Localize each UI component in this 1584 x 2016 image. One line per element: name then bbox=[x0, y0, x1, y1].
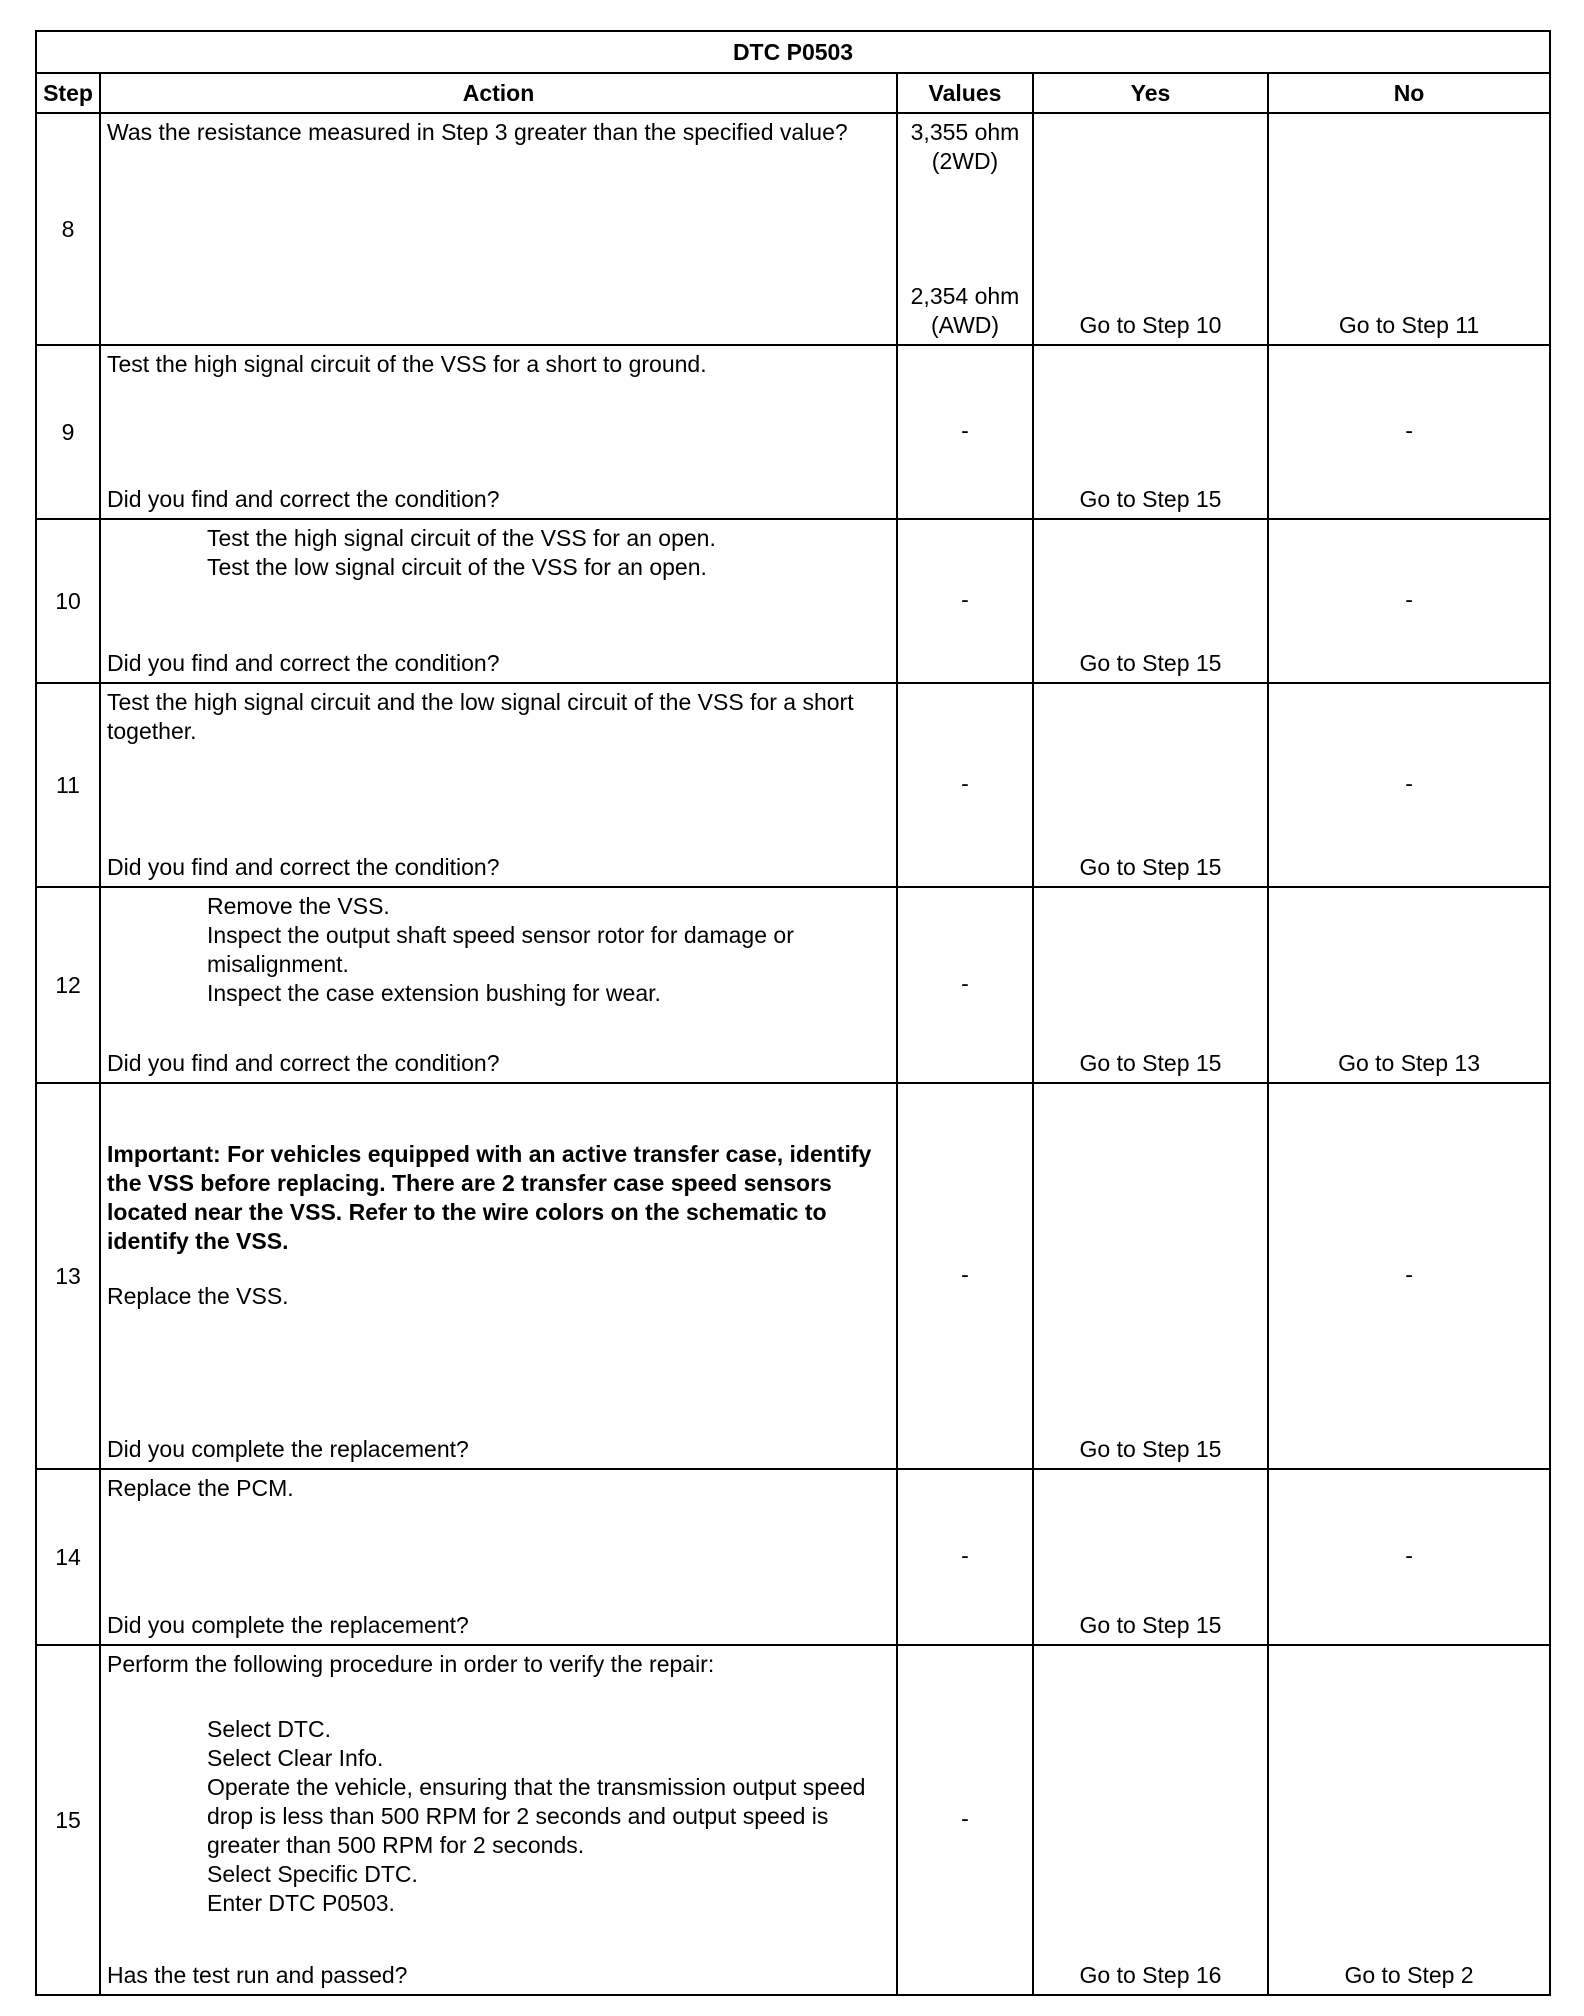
values-cell bbox=[897, 113, 1033, 345]
action-bullet: Remove the VSS. bbox=[207, 893, 390, 919]
yes-text: Go to Step 10 bbox=[1079, 312, 1222, 338]
yes-cell bbox=[1033, 1469, 1268, 1645]
header-values: Values bbox=[897, 73, 1033, 113]
step-number: 13 bbox=[36, 1083, 100, 1469]
yes-text: Go to Step 15 bbox=[1079, 1612, 1222, 1638]
action-cell bbox=[100, 1469, 897, 1645]
table-row-step-12 bbox=[36, 887, 1550, 1083]
action-cell bbox=[100, 683, 897, 887]
no-cell bbox=[1268, 887, 1550, 1083]
action-bullet: Operate the vehicle, ensuring that the transmission output speed drop is less than 500 RPM for 2 seconds and output speed is greater than 500 RPM for 2 seconds. bbox=[207, 1774, 866, 1858]
yes-cell bbox=[1033, 345, 1268, 519]
values-cell bbox=[897, 1645, 1033, 1995]
yes-cell bbox=[1033, 1083, 1268, 1469]
yes-text: Go to Step 15 bbox=[1079, 650, 1222, 676]
values-text: - bbox=[961, 1805, 969, 1832]
step-number: 8 bbox=[36, 113, 100, 345]
no-text: - bbox=[1405, 586, 1413, 613]
step-number: 11 bbox=[36, 683, 100, 887]
action-bullet: Test the low signal circuit of the VSS for an open. bbox=[207, 554, 707, 580]
yes-text: Go to Step 15 bbox=[1079, 1050, 1222, 1076]
yes-cell bbox=[1033, 519, 1268, 683]
action-bullet: Enter DTC P0503. bbox=[207, 1890, 395, 1916]
action-question: Did you find and correct the condition? bbox=[107, 854, 500, 880]
no-cell bbox=[1268, 345, 1550, 519]
action-bullet: Inspect the case extension bushing for wear. bbox=[207, 980, 661, 1006]
action-text: Test the high signal circuit of the VSS for a short to ground. bbox=[107, 351, 707, 377]
table-row-step-15 bbox=[36, 1645, 1550, 1995]
values-text: - bbox=[961, 770, 969, 797]
step-number: 9 bbox=[36, 345, 100, 519]
action-cell bbox=[100, 113, 897, 345]
header-action: Action bbox=[100, 73, 897, 113]
action-question: Did you complete the replacement? bbox=[107, 1436, 469, 1462]
values-cell bbox=[897, 519, 1033, 683]
action-bullet: Inspect the output shaft speed sensor rotor for damage or misalignment. bbox=[207, 922, 794, 977]
values-text: - bbox=[961, 970, 969, 997]
values-cell bbox=[897, 683, 1033, 887]
values-text: - bbox=[961, 1261, 969, 1288]
no-text: Go to Step 13 bbox=[1338, 1050, 1480, 1076]
yes-text: Go to Step 15 bbox=[1079, 854, 1222, 880]
action-text: Replace the VSS. bbox=[107, 1283, 289, 1309]
important-note: Important: For vehicles equipped with an active transfer case, identify the VSS before replacing. There are 2 transfer case speed sensors located near the VSS. Refer to the wire colors on the schematic to identify the VSS. bbox=[107, 1141, 872, 1254]
no-cell bbox=[1268, 519, 1550, 683]
values-text: - bbox=[961, 417, 969, 444]
yes-cell bbox=[1033, 113, 1268, 345]
step-number: 12 bbox=[36, 887, 100, 1083]
action-question: Did you find and correct the condition? bbox=[107, 1050, 500, 1076]
no-text: - bbox=[1405, 1542, 1413, 1569]
action-cell bbox=[100, 887, 897, 1083]
action-question: Did you find and correct the condition? bbox=[107, 650, 500, 676]
table-row-step-9 bbox=[36, 345, 1550, 519]
action-text: Test the high signal circuit and the low signal circuit of the VSS for a short together. bbox=[107, 689, 854, 744]
yes-text: Go to Step 15 bbox=[1079, 486, 1222, 512]
table-row-step-14 bbox=[36, 1469, 1550, 1645]
table-row-step-13 bbox=[36, 1083, 1550, 1469]
action-text: Perform the following procedure in order to verify the repair: bbox=[107, 1651, 715, 1677]
action-question: Did you find and correct the condition? bbox=[107, 486, 500, 512]
dtc-table-sheet bbox=[35, 30, 1549, 1996]
value-awd: 2,354 ohm (AWD) bbox=[910, 283, 1020, 338]
action-bullet: Select Clear Info. bbox=[207, 1745, 384, 1771]
values-cell bbox=[897, 1469, 1033, 1645]
action-bullet: Test the high signal circuit of the VSS for an open. bbox=[207, 525, 716, 551]
no-text: Go to Step 11 bbox=[1338, 312, 1480, 338]
table-row-step-10 bbox=[36, 519, 1550, 683]
no-cell bbox=[1268, 1645, 1550, 1995]
no-cell bbox=[1268, 113, 1550, 345]
no-cell bbox=[1268, 683, 1550, 887]
action-question: Did you complete the replacement? bbox=[107, 1612, 469, 1638]
yes-text: Go to Step 16 bbox=[1079, 1962, 1222, 1988]
table-row-step-8 bbox=[36, 113, 1550, 345]
no-text: - bbox=[1405, 417, 1413, 444]
yes-cell bbox=[1033, 887, 1268, 1083]
step-number: 15 bbox=[36, 1645, 100, 1995]
no-text: Go to Step 2 bbox=[1344, 1962, 1474, 1988]
step-number: 14 bbox=[36, 1469, 100, 1645]
no-cell bbox=[1268, 1469, 1550, 1645]
values-cell bbox=[897, 1083, 1033, 1469]
values-cell bbox=[897, 345, 1033, 519]
yes-text: Go to Step 15 bbox=[1079, 1436, 1222, 1462]
action-text: Was the resistance measured in Step 3 greater than the specified value? bbox=[107, 119, 848, 145]
header-yes: Yes bbox=[1033, 73, 1268, 113]
action-bullet: Select DTC. bbox=[207, 1716, 331, 1742]
action-cell bbox=[100, 1645, 897, 1995]
action-cell bbox=[100, 519, 897, 683]
yes-cell bbox=[1033, 683, 1268, 887]
table-title: DTC P0503 bbox=[36, 31, 1550, 73]
no-text: - bbox=[1405, 770, 1413, 797]
values-text: - bbox=[961, 1542, 969, 1569]
no-cell bbox=[1268, 1083, 1550, 1469]
no-text: - bbox=[1405, 1261, 1413, 1288]
values-cell bbox=[897, 887, 1033, 1083]
action-cell bbox=[100, 345, 897, 519]
action-text: Replace the PCM. bbox=[107, 1475, 294, 1501]
yes-cell bbox=[1033, 1645, 1268, 1995]
step-number: 10 bbox=[36, 519, 100, 683]
action-bullet: Select Specific DTC. bbox=[207, 1861, 418, 1887]
dtc-table bbox=[35, 30, 1551, 1996]
table-row-step-11 bbox=[36, 683, 1550, 887]
values-text: - bbox=[961, 586, 969, 613]
value-2wd: 3,355 ohm (2WD) bbox=[910, 119, 1020, 174]
header-step: Step bbox=[36, 73, 100, 113]
action-question: Has the test run and passed? bbox=[107, 1962, 408, 1988]
header-no: No bbox=[1268, 73, 1550, 113]
action-cell bbox=[100, 1083, 897, 1469]
